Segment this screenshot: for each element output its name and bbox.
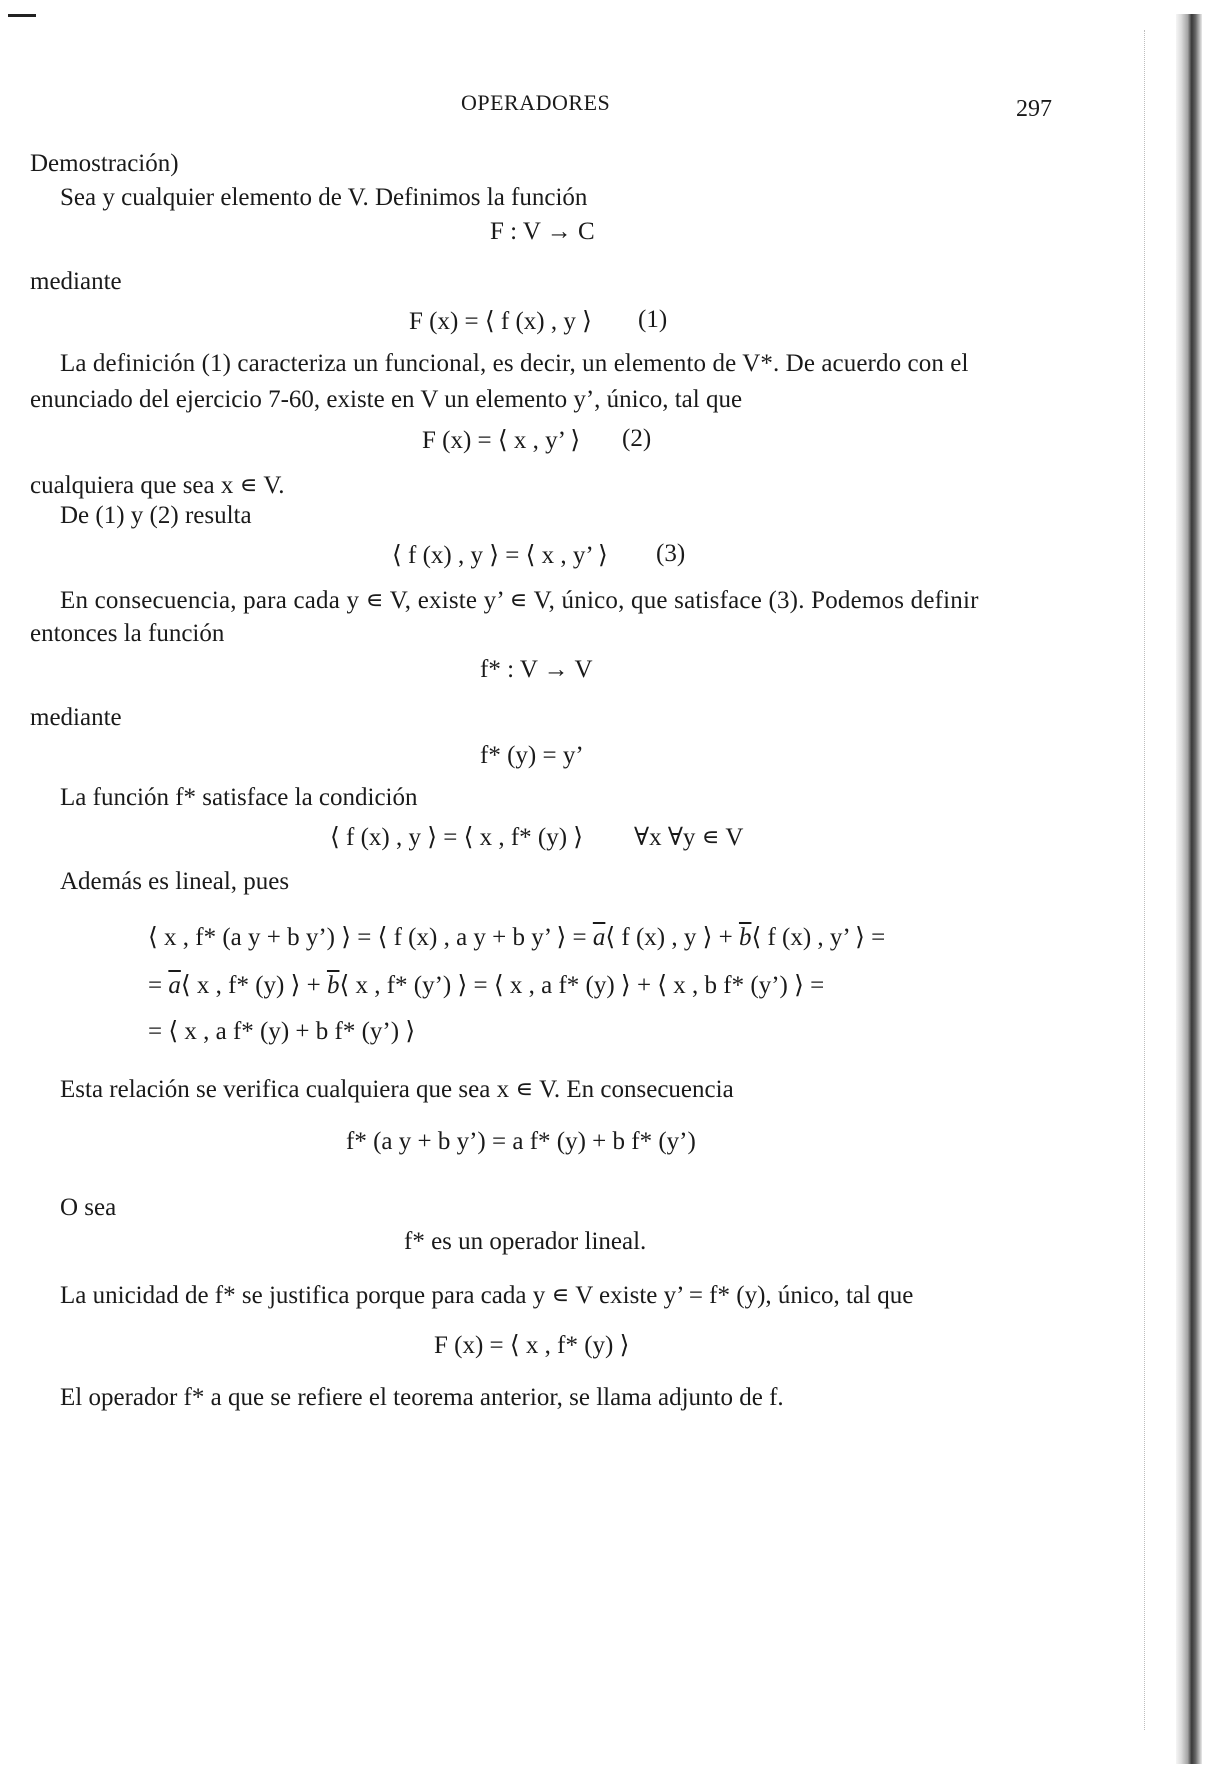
scan-binding-edge <box>1176 14 1202 1764</box>
equation-fstar-map: f* : V → V <box>480 656 593 683</box>
paragraph-4: De (1) y (2) resulta <box>60 502 252 529</box>
paragraph-12: El operador f* a que se refiere el teorema anterior, se llama adjunto de f. <box>60 1384 784 1411</box>
proof-heading: Demostración) <box>30 150 179 177</box>
lin2-part-a: = <box>148 972 169 999</box>
paragraph-5-line-2: entonces la función <box>30 620 225 647</box>
paragraph-11: La unicidad de f* se justifica porque para cada y ∊ V existe y’ = f* (y), único, tal que <box>60 1282 914 1309</box>
equation-1-label: (1) <box>638 306 668 333</box>
equation-3: ⟨ f (x) , y ⟩ = ⟨ x , y’ ⟩ <box>392 542 608 569</box>
lin1-a-conjugate: $\overline{a}$ <box>592 924 606 951</box>
equation-linearity-line-3: = ⟨ x , a f* (y) + b f* (y’) ⟩ <box>148 1018 416 1045</box>
paragraph-1: Sea y cualquier elemento de V. Definimos la función <box>60 184 588 211</box>
equation-3-label: (3) <box>656 540 686 567</box>
lin1-part-a: ⟨ x , f* (a y + b y’) ⟩ = ⟨ f (x) , a y + b y’ ⟩ = <box>148 924 593 951</box>
paragraph-2-line-2: enunciado del ejercicio 7-60, existe en V un elemento y’, único, tal que <box>30 386 743 413</box>
equation-linearity-line-2 <box>148 970 824 1000</box>
equation-2: F (x) = ⟨ x , y’ ⟩ <box>422 427 581 454</box>
equation-linearity-line-1 <box>148 922 885 952</box>
paragraph-9: O sea <box>60 1194 117 1221</box>
paragraph-5-line-1: En consecuencia, para cada y ∊ V, existe y’ ∊ V, único, que satisface (3). Podemos definir <box>60 587 979 614</box>
paragraph-8: Esta relación se verifica cualquiera que sea x ∊ V. En consecuencia <box>60 1076 734 1103</box>
equation-quantifier: ∀x ∀y ∊ V <box>634 824 744 851</box>
equation-1: F (x) = ⟨ f (x) , y ⟩ <box>409 308 592 335</box>
equation-linearity-result: f* (a y + b y’) = a f* (y) + b f* (y’) <box>346 1128 696 1155</box>
paragraph-10: f* es un operador lineal. <box>404 1228 647 1255</box>
equation-fstar-definition: f* (y) = y’ <box>480 742 584 769</box>
mediante-label-2: mediante <box>30 704 122 731</box>
page-number: 297 <box>1016 96 1052 122</box>
scan-dotted-line <box>1144 30 1146 1730</box>
lin2-part-c: ⟨ x , f* (y’) ⟩ = ⟨ x , a f* (y) ⟩ + ⟨ x , b f* (y’) ⟩ = <box>339 972 825 999</box>
equation-uniqueness: F (x) = ⟨ x , f* (y) ⟩ <box>434 1332 630 1359</box>
paragraph-7: Además es lineal, pues <box>60 868 290 895</box>
equation-adjoint-condition: ⟨ f (x) , y ⟩ = ⟨ x , f* (y) ⟩ <box>330 824 584 851</box>
lin2-a-conjugate: $\overline{a}$ <box>168 972 181 999</box>
lin1-part-b: ⟨ f (x) , y ⟩ + <box>605 924 739 951</box>
paragraph-6: La función f* satisface la condición <box>60 784 418 811</box>
equation-2-label: (2) <box>622 425 652 452</box>
lin2-part-b: ⟨ x , f* (y) ⟩ + <box>180 972 327 999</box>
equation-F-map: F : V → C <box>490 218 595 245</box>
running-header: OPERADORES <box>461 90 611 115</box>
mediante-label-1: mediante <box>30 268 122 295</box>
lin2-b-conjugate: $\overline{b}$ <box>326 972 340 999</box>
lin1-part-c: ⟨ f (x) , y’ ⟩ = <box>751 924 886 951</box>
paragraph-3: cualquiera que sea x ∊ V. <box>30 472 285 499</box>
paragraph-2-line-1: La definición (1) caracteriza un funcional, es decir, un elemento de V*. De acuerdo con el <box>60 350 969 377</box>
lin1-b-conjugate: $\overline{b}$ <box>738 924 752 951</box>
scan-corner-mark <box>8 14 36 17</box>
